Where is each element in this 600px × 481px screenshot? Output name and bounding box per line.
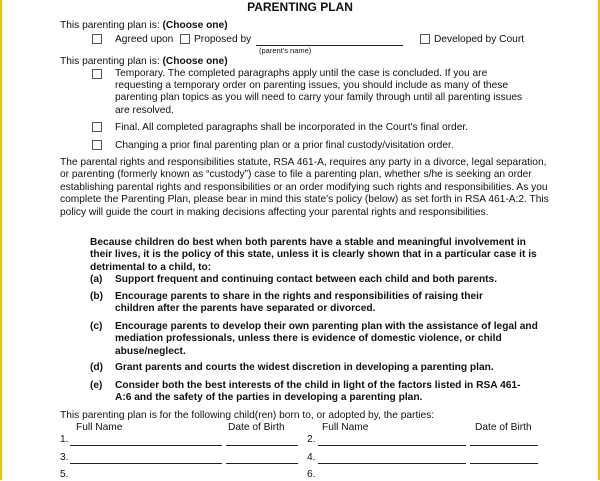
- final-checkbox[interactable]: [92, 122, 102, 132]
- child-number: 5.: [60, 469, 69, 480]
- temporary-option-text: Temporary. The completed paragraphs apply until the case is concluded. If you are requesting a temporary order on parenting issues, you should include as many of these parenting plan topics as you will need to carry your family through until all parenting issues are resolved.: [115, 68, 523, 116]
- developed-by-court-checkbox[interactable]: [420, 34, 430, 44]
- policy-item-text: Encourage parents to develop their own parenting plan with the assistance of legal and mediation professionals, unless there is evidence of domestic violence, or child abuse/neglect.: [115, 321, 538, 357]
- child-number: 3.: [60, 452, 69, 463]
- proposed-by-label: Proposed by: [194, 34, 252, 45]
- child-name-field[interactable]: [70, 463, 222, 464]
- dob-header: Date of Birth: [228, 422, 285, 433]
- child-number: 1.: [60, 434, 69, 445]
- changing-option-text: Changing a prior final parenting plan or a prior final custody/visitation order.: [115, 140, 454, 151]
- child-dob-field[interactable]: [470, 445, 538, 446]
- statute-paragraph: The parental rights and responsibilities statute, RSA 461-A, requires any party in a divorce, legal separation, or parenting (formerly known as “custody”) case to file a parenting plan, whether s/he is seeking an order establishing parental rights and responsibilities or an order modifying such rights and responsibilities. As you complete the Parenting Plan, please bear in mind this state's policy (below) as set forth in RSA 461-A:2. This policy will guide the court in making decisions affecting your parental rights and responsibilities.: [60, 157, 549, 218]
- policy-item-text: Grant parents and courts the widest discretion in developing a parenting plan.: [115, 362, 494, 373]
- children-intro: This parenting plan is for the following child(ren) born to, or adopted by, the parties:: [60, 410, 435, 421]
- plan-kind-prompt-text: This parenting plan is:: [60, 56, 163, 67]
- child-dob-field[interactable]: [226, 463, 298, 464]
- agreed-upon-label: Agreed upon: [115, 34, 174, 45]
- proposed-by-checkbox[interactable]: [180, 34, 190, 44]
- full-name-header: Full Name: [76, 422, 123, 433]
- plan-kind-prompt: [60, 56, 228, 68]
- policy-intro: Because children do best when both parents have a stable and meaningful involvement in their lives, it is the policy of this state, unless it is clearly shown that in a particular case it is detrimental to a child, to:: [90, 237, 537, 273]
- policy-item-text: Consider both the best interests of the child in light of the factors listed in RSA 461-A:6 and the safety of the parties in developing a parenting plan.: [115, 380, 521, 404]
- changing-checkbox[interactable]: [92, 140, 102, 150]
- policy-item-label: (e): [90, 380, 103, 391]
- child-number: 6.: [307, 469, 316, 480]
- page-border-left: [0, 0, 2, 480]
- child-number: 2.: [307, 434, 316, 445]
- plan-kind-choose: (Choose one): [162, 56, 228, 67]
- policy-item-label: (a): [90, 274, 103, 285]
- developed-by-court-label: Developed by Court: [434, 34, 525, 45]
- full-name-header: Full Name: [322, 422, 369, 433]
- child-number: 4.: [307, 452, 316, 463]
- plan-type-choose: (Choose one): [162, 20, 228, 31]
- policy-item-label: (b): [90, 291, 104, 302]
- plan-type-prompt-text: This parenting plan is:: [60, 20, 163, 31]
- policy-item-text: Encourage parents to share in the rights and responsibilities of raising their children after the parents have separated or divorced.: [115, 291, 483, 315]
- plan-type-prompt: [60, 20, 228, 32]
- child-name-field[interactable]: [318, 445, 466, 446]
- temporary-checkbox[interactable]: [92, 69, 102, 79]
- agreed-upon-checkbox[interactable]: [92, 34, 102, 44]
- dob-header: Date of Birth: [475, 422, 532, 433]
- policy-item-label: (d): [90, 362, 104, 373]
- policy-item-label: (c): [90, 321, 103, 332]
- child-name-field[interactable]: [318, 463, 466, 464]
- parent-name-caption: (parent's name): [259, 46, 312, 55]
- child-dob-field[interactable]: [470, 463, 538, 464]
- final-option-text: Final. All completed paragraphs shall be incorporated in the Court's final order.: [115, 122, 469, 133]
- policy-item-text: Support frequent and continuing contact between each child and both parents.: [115, 274, 498, 285]
- child-dob-field[interactable]: [226, 445, 298, 446]
- child-name-field[interactable]: [70, 445, 222, 446]
- page-title: PARENTING PLAN: [247, 0, 353, 14]
